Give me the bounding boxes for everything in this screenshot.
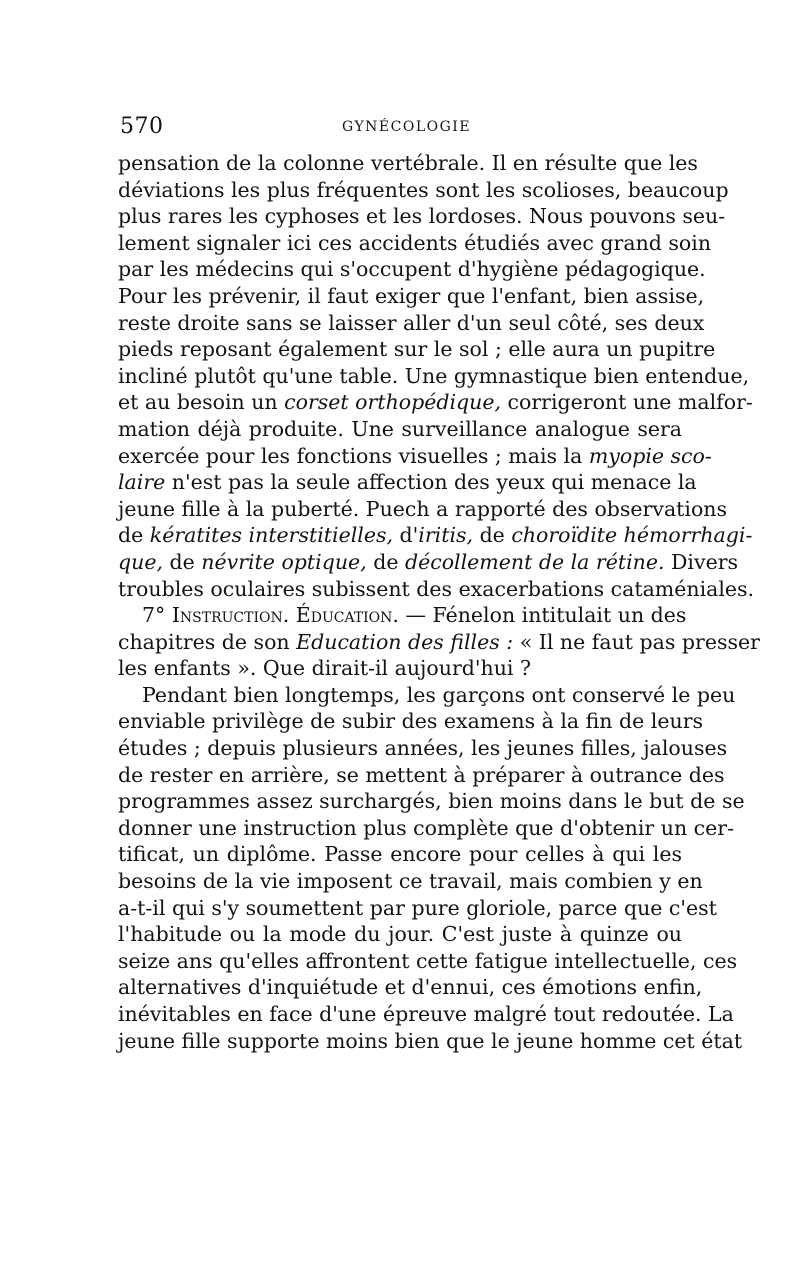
text-line: pieds reposant également sur le sol ; elle aura un pupitre	[118, 337, 716, 362]
text-line	[118, 469, 697, 496]
text-line: programmes assez surchargés, bien moins dans le but de se	[118, 789, 745, 814]
italic-term: corset orthopédique,	[284, 390, 502, 415]
text-run: de	[162, 549, 202, 574]
text-line: pensation de la colonne vertébrale. Il en résulte que les	[118, 151, 698, 175]
text-run: d'	[393, 523, 419, 548]
page-number: 570	[120, 114, 164, 139]
text-line: a-t-il qui s'y soumettent par pure gloriole, parce que c'est	[118, 895, 717, 920]
italic-title: Education des filles :	[296, 629, 514, 654]
text-run: n'est pas la seule affection des yeux qui menace la	[165, 470, 697, 495]
text-run: et au besoin un	[118, 390, 285, 415]
text-run: chapitres de son	[118, 629, 297, 654]
text-line	[118, 522, 753, 549]
body-text	[118, 150, 760, 1054]
text-line: jeune fille à la puberté. Puech a rapporté des observations	[118, 496, 728, 521]
text-line: alternatives d'inquiétude et d'ennui, ces émotions enfin,	[118, 975, 703, 1000]
text-line: plus rares les cyphoses et les lordoses. Nous pouvons seu-	[118, 204, 726, 229]
text-run: de	[118, 523, 150, 548]
italic-term: kératites interstitielles,	[149, 523, 394, 548]
section-heading-line	[118, 602, 687, 629]
italic-term: myopie sco-	[588, 443, 712, 468]
italic-term: laire	[118, 470, 166, 495]
running-head	[120, 110, 680, 142]
text-run: — Fénelon intitulait un des	[398, 603, 687, 628]
text-line: besoins de la vie imposent ce travail, mais combien y en	[118, 869, 703, 894]
italic-term: iritis,	[418, 523, 474, 548]
text-line: par les médecins qui s'occupent d'hygiène pédagogique.	[118, 257, 706, 282]
text-line: mation déjà produite. Une surveillance analogue sera	[118, 416, 682, 441]
text-run: « Il ne faut pas presser	[513, 629, 760, 654]
italic-term: névrite optique,	[201, 549, 367, 574]
text-line: lement signaler ici ces accidents étudiés avec grand soin	[118, 230, 712, 255]
text-line: Pour les prévenir, il faut exiger que l'enfant, bien assise,	[118, 283, 705, 308]
text-run: exercée pour les fonctions visuelles ; mais la	[118, 443, 589, 468]
text-line	[118, 443, 712, 470]
italic-term: décollement de la rétine.	[404, 549, 665, 574]
text-line: seize ans qu'elles affrontent cette fatigue intellectuelle, ces	[118, 948, 738, 973]
text-line: inévitables en face d'une épreuve malgré tout redoutée. La	[118, 1002, 734, 1026]
text-line: l'habitude ou la mode du jour. C'est juste à quinze ou	[118, 922, 682, 947]
italic-term: choroïdite hémorrhagi-	[511, 523, 753, 548]
text-line: incliné plutôt qu'une table. Une gymnastique bien entendue,	[118, 363, 750, 388]
text-line: déviations les plus fréquentes sont les scolioses, beaucoup	[118, 177, 729, 202]
text-line	[118, 389, 753, 416]
text-line: donner une instruction plus complète que d'obtenir un cer-	[118, 815, 735, 840]
text-line: de rester en arrière, se mettent à préparer à outrance des	[118, 762, 725, 787]
section-title: Instruction. Éducation.	[171, 603, 399, 628]
paragraph-start-line: Pendant bien longtemps, les garçons ont conservé le peu	[142, 682, 736, 707]
text-line: études ; depuis plusieurs années, les jeunes filles, jalouses	[118, 736, 728, 761]
section-number: 7°	[142, 603, 172, 628]
italic-term: que,	[118, 549, 163, 574]
running-title: GYNÉCOLOGIE	[342, 119, 472, 135]
text-run: de	[473, 523, 512, 548]
text-run: corrigeront une malfor-	[501, 390, 753, 415]
text-line: les enfants ». Que dirait-il aujourd'hui ?	[118, 656, 531, 681]
text-line: jeune fille supporte moins bien que le jeune homme cet état	[118, 1028, 743, 1053]
text-line	[118, 549, 739, 576]
text-run: Divers	[664, 549, 739, 574]
text-line: enviable privilège de subir des examens à la fin de leurs	[118, 709, 704, 734]
text-line: reste droite sans se laisser aller d'un seul côté, ses deux	[118, 310, 705, 335]
text-line: tificat, un diplôme. Passe encore pour celles à qui les	[118, 842, 682, 867]
text-run: de	[366, 549, 405, 574]
text-line: troubles oculaires subissent des exacerbations cataméniales.	[118, 576, 755, 601]
text-line	[118, 629, 760, 656]
